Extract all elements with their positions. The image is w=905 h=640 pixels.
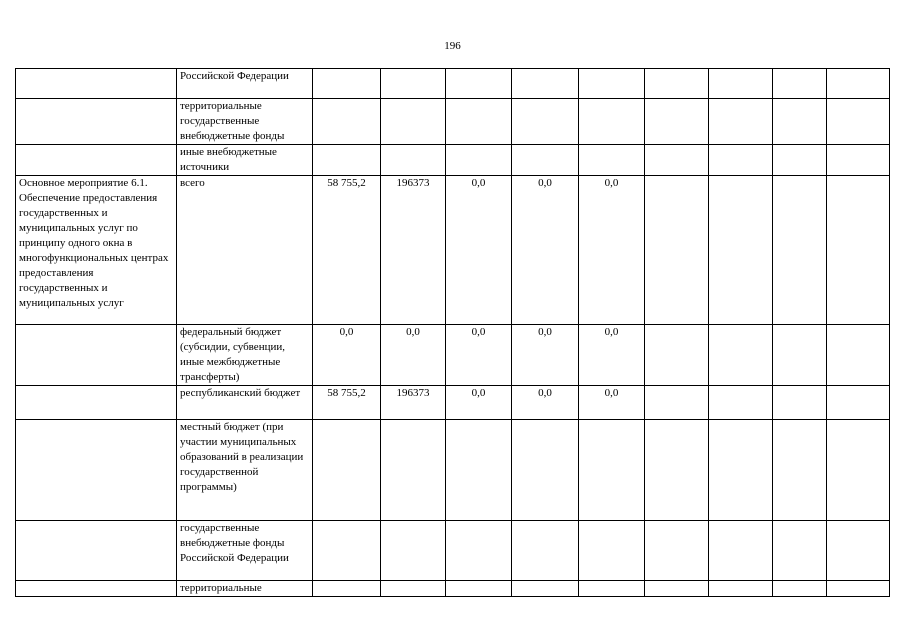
value-cell	[579, 521, 645, 581]
funding-source-cell: Российской Федерации	[177, 69, 313, 99]
value-cell	[709, 69, 773, 99]
value-cell	[709, 99, 773, 145]
value-cell	[827, 176, 890, 325]
value-cell	[579, 420, 645, 521]
value-cell	[773, 69, 827, 99]
value-cell	[381, 420, 446, 521]
value-cell	[381, 581, 446, 597]
value-cell	[512, 581, 579, 597]
value-cell	[446, 420, 512, 521]
funding-source-cell: территориальные	[177, 581, 313, 597]
activity-name-cell: Основное мероприятие 6.1. Обеспечение предоставления государственных и муниципальных услуг по принципу одного окна в многофункциональных центрах предоставления государственных и муниципальных услуг	[16, 176, 177, 325]
value-cell	[645, 176, 709, 325]
value-cell	[773, 176, 827, 325]
activity-name-cell	[16, 581, 177, 597]
value-cell: 0,0	[579, 325, 645, 386]
value-cell	[446, 145, 512, 176]
value-cell	[645, 325, 709, 386]
value-cell	[773, 420, 827, 521]
value-cell	[313, 521, 381, 581]
value-cell: 0,0	[512, 325, 579, 386]
table-row	[16, 521, 890, 581]
page-number: 196	[444, 40, 461, 52]
activity-name-cell	[16, 521, 177, 581]
value-cell: 0,0	[512, 386, 579, 420]
activity-name-cell	[16, 386, 177, 420]
value-cell	[709, 145, 773, 176]
value-cell: 0,0	[313, 325, 381, 386]
value-cell	[827, 145, 890, 176]
value-cell: 0,0	[446, 386, 512, 420]
value-cell	[446, 99, 512, 145]
value-cell: 196373	[381, 176, 446, 325]
value-cell	[709, 420, 773, 521]
value-cell	[645, 521, 709, 581]
activity-name-cell	[16, 145, 177, 176]
funding-source-cell: территориальные государственные внебюджетные фонды	[177, 99, 313, 145]
value-cell	[381, 521, 446, 581]
table-row	[16, 69, 890, 99]
value-cell	[381, 99, 446, 145]
value-cell	[827, 325, 890, 386]
value-cell	[773, 145, 827, 176]
value-cell	[381, 69, 446, 99]
value-cell	[313, 145, 381, 176]
value-cell: 0,0	[579, 386, 645, 420]
value-cell: 0,0	[446, 325, 512, 386]
budget-table	[15, 68, 890, 597]
table-row	[16, 176, 890, 325]
value-cell	[773, 581, 827, 597]
value-cell	[773, 386, 827, 420]
funding-source-cell: федеральный бюджет (субсидии, субвенции, иные межбюджетные трансферты)	[177, 325, 313, 386]
value-cell	[645, 99, 709, 145]
value-cell	[709, 386, 773, 420]
value-cell	[313, 581, 381, 597]
funding-source-cell: иные внебюджетные источники	[177, 145, 313, 176]
table-row	[16, 99, 890, 145]
value-cell	[645, 386, 709, 420]
value-cell	[827, 386, 890, 420]
value-cell	[579, 99, 645, 145]
value-cell	[709, 325, 773, 386]
value-cell	[579, 581, 645, 597]
value-cell: 0,0	[579, 176, 645, 325]
value-cell	[645, 420, 709, 521]
table-row	[16, 420, 890, 521]
value-cell	[512, 145, 579, 176]
value-cell	[579, 69, 645, 99]
value-cell	[313, 420, 381, 521]
table-row	[16, 325, 890, 386]
value-cell	[827, 521, 890, 581]
value-cell	[512, 99, 579, 145]
value-cell	[827, 69, 890, 99]
funding-source-cell: республиканский бюджет	[177, 386, 313, 420]
value-cell	[827, 99, 890, 145]
value-cell: 0,0	[381, 325, 446, 386]
value-cell: 58 755,2	[313, 176, 381, 325]
value-cell	[381, 145, 446, 176]
value-cell	[773, 325, 827, 386]
value-cell	[645, 69, 709, 99]
funding-source-cell: местный бюджет (при участии муниципальных образований в реализации государственной программы)	[177, 420, 313, 521]
value-cell	[709, 581, 773, 597]
value-cell	[446, 69, 512, 99]
value-cell	[773, 99, 827, 145]
funding-source-cell: всего	[177, 176, 313, 325]
activity-name-cell	[16, 99, 177, 145]
funding-source-cell: государственные внебюджетные фонды Российской Федерации	[177, 521, 313, 581]
value-cell: 0,0	[446, 176, 512, 325]
value-cell	[313, 99, 381, 145]
table-row	[16, 386, 890, 420]
value-cell	[512, 420, 579, 521]
value-cell	[645, 145, 709, 176]
table-row	[16, 581, 890, 597]
value-cell: 58 755,2	[313, 386, 381, 420]
value-cell	[645, 581, 709, 597]
value-cell	[773, 521, 827, 581]
value-cell	[827, 581, 890, 597]
activity-name-cell	[16, 69, 177, 99]
value-cell	[446, 581, 512, 597]
value-cell	[313, 69, 381, 99]
value-cell: 196373	[381, 386, 446, 420]
value-cell	[512, 521, 579, 581]
table-row	[16, 145, 890, 176]
value-cell	[579, 145, 645, 176]
value-cell	[709, 521, 773, 581]
table-body	[16, 69, 890, 597]
activity-name-cell	[16, 420, 177, 521]
value-cell	[709, 176, 773, 325]
value-cell: 0,0	[512, 176, 579, 325]
activity-name-cell	[16, 325, 177, 386]
value-cell	[446, 521, 512, 581]
value-cell	[512, 69, 579, 99]
value-cell	[827, 420, 890, 521]
